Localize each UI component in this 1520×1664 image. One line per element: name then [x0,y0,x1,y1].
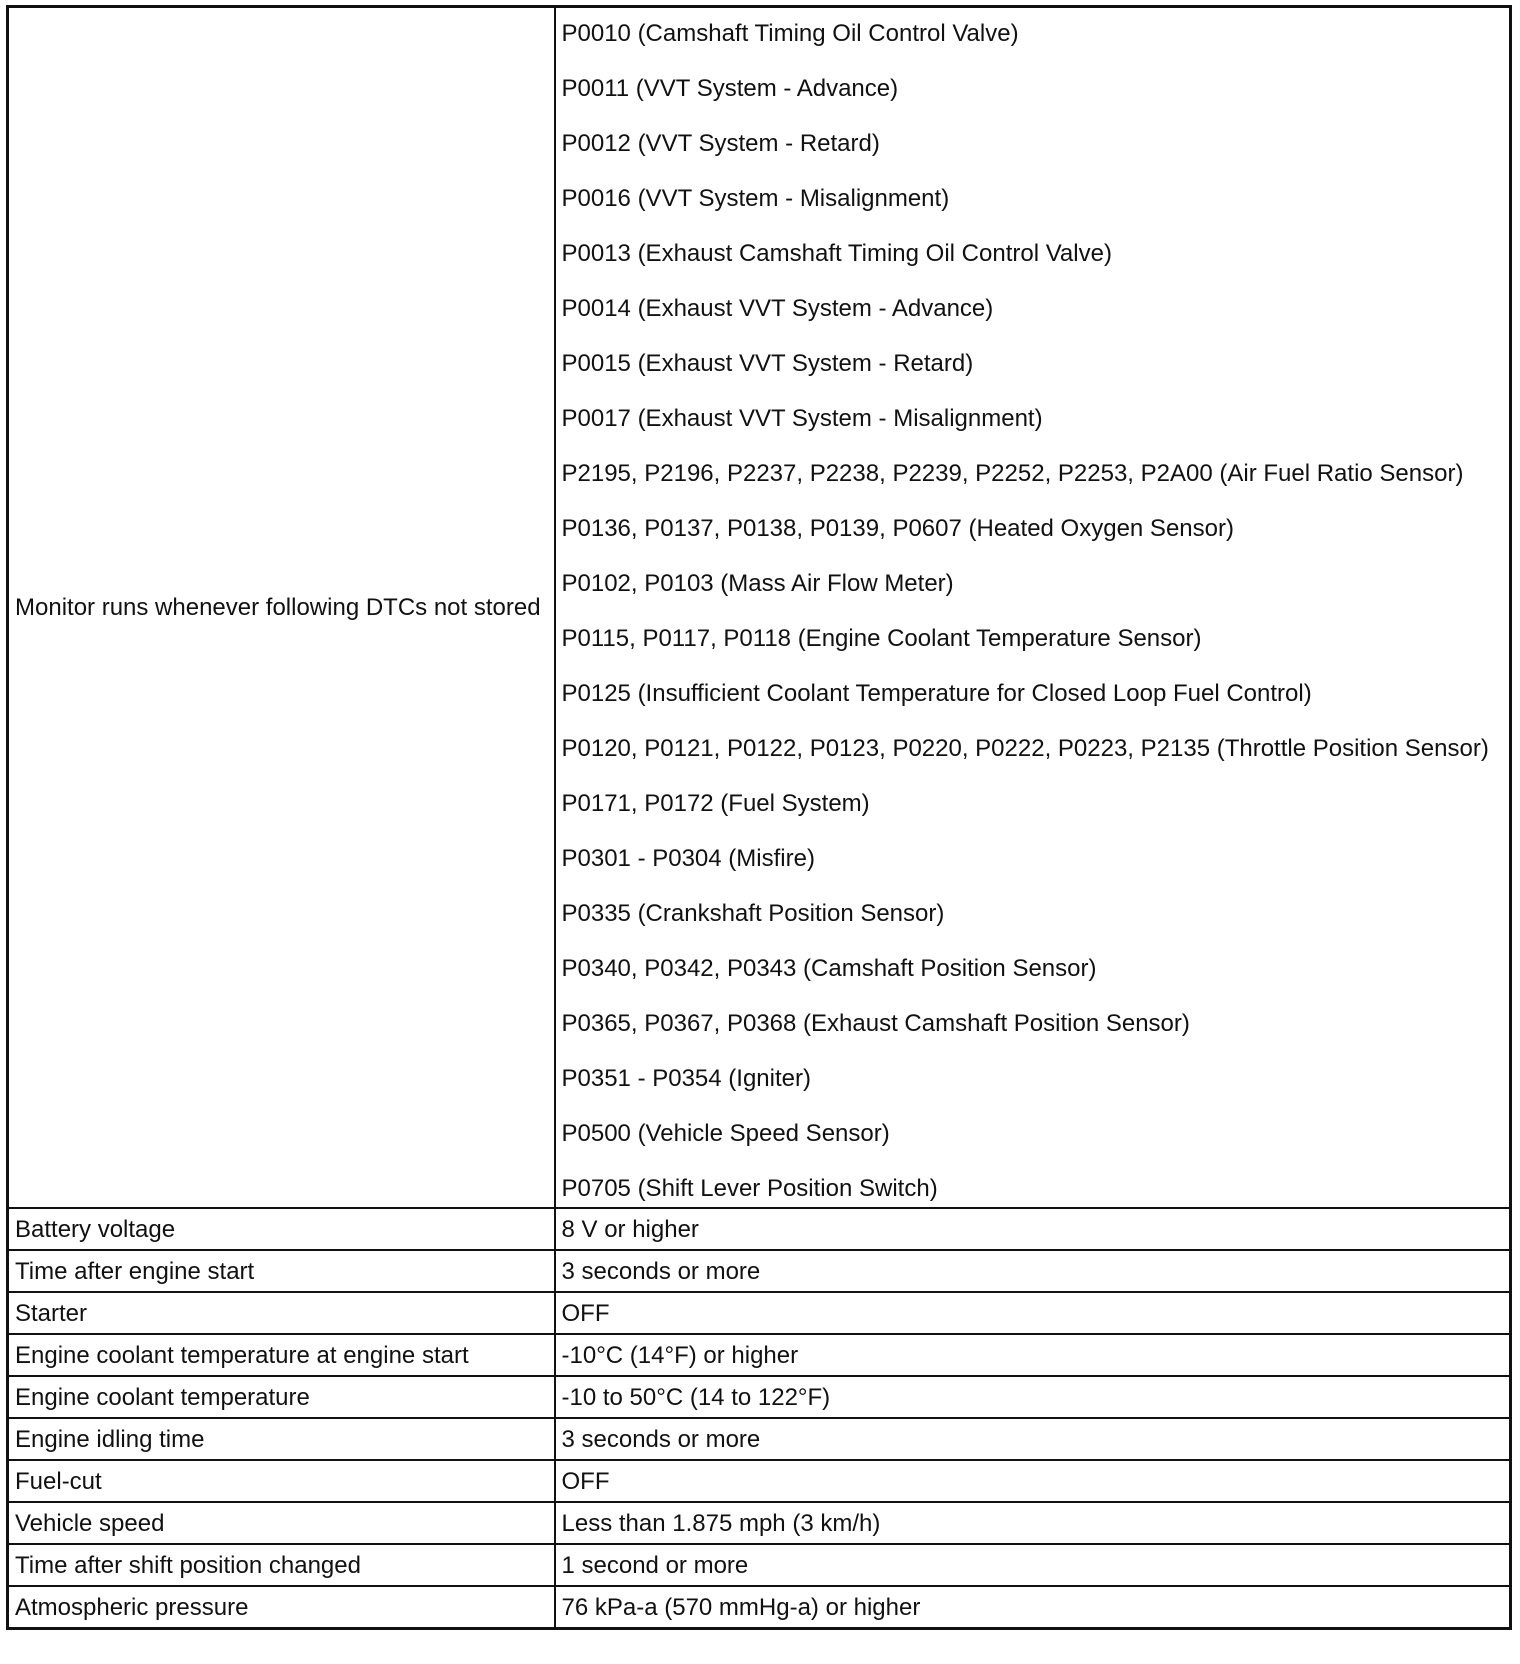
condition-row [8,1586,1511,1629]
dtc-item: P0014 (Exhaust VVT System - Advance) [561,295,994,322]
dtc-item: P0340, P0342, P0343 (Camshaft Position Sensor) [561,955,1097,982]
condition-value: Less than 1.875 mph (3 km/h) [555,1502,1511,1544]
condition-value: 3 seconds or more [555,1250,1511,1292]
condition-value: 3 seconds or more [555,1418,1511,1460]
condition-row [8,1418,1511,1460]
dtc-item: P0351 - P0354 (Igniter) [561,1065,811,1092]
condition-row [8,1208,1511,1250]
dtc-list [562,19,1504,1203]
dtc-item: P0500 (Vehicle Speed Sensor) [561,1120,890,1147]
dtc-item: P0016 (VVT System - Misalignment) [561,185,950,212]
condition-label: Atmospheric pressure [8,1586,555,1629]
condition-label: Fuel-cut [8,1460,555,1502]
condition-row [8,1376,1511,1418]
condition-value: -10 to 50°C (14 to 122°F) [555,1376,1511,1418]
dtc-item: P0013 (Exhaust Camshaft Timing Oil Control Valve) [561,240,1112,267]
condition-label: Engine coolant temperature at engine start [8,1334,555,1376]
dtc-item: P0017 (Exhaust VVT System - Misalignment) [561,405,1043,432]
dtc-item: P2195, P2196, P2237, P2238, P2239, P2252, P2253, P2A00 (Air Fuel Ratio Sensor) [561,460,1464,487]
dtc-item: P0705 (Shift Lever Position Switch) [561,1175,938,1202]
condition-row [8,1250,1511,1292]
dtc-item: P0120, P0121, P0122, P0123, P0220, P0222, P0223, P2135 (Throttle Position Sensor) [561,735,1489,762]
dtc-item: P0171, P0172 (Fuel System) [561,790,870,817]
condition-value: OFF [555,1460,1511,1502]
dtc-item: P0365, P0367, P0368 (Exhaust Camshaft Position Sensor) [561,1010,1190,1037]
condition-label: Time after shift position changed [8,1544,555,1586]
dtc-item: P0136, P0137, P0138, P0139, P0607 (Heated Oxygen Sensor) [561,515,1234,542]
monitor-label: Monitor runs whenever following DTCs not stored [8,7,555,1209]
dtc-list-cell [555,7,1511,1209]
dtc-item: P0335 (Crankshaft Position Sensor) [561,900,945,927]
condition-label: Time after engine start [8,1250,555,1292]
condition-label: Starter [8,1292,555,1334]
condition-label: Engine coolant temperature [8,1376,555,1418]
dtc-item: P0115, P0117, P0118 (Engine Coolant Temperature Sensor) [561,625,1202,652]
dtc-item: P0102, P0103 (Mass Air Flow Meter) [561,570,954,597]
condition-row [8,1292,1511,1334]
conditions-table [6,5,1512,1630]
condition-value: -10°C (14°F) or higher [555,1334,1511,1376]
dtc-item: P0012 (VVT System - Retard) [561,130,880,157]
dtc-item: P0125 (Insufficient Coolant Temperature for Closed Loop Fuel Control) [561,680,1312,707]
dtc-item: P0301 - P0304 (Misfire) [561,845,815,872]
dtc-item: P0015 (Exhaust VVT System - Retard) [561,350,974,377]
condition-row [8,1334,1511,1376]
condition-label: Engine idling time [8,1418,555,1460]
condition-row [8,1460,1511,1502]
condition-label: Vehicle speed [8,1502,555,1544]
dtc-item: P0011 (VVT System - Advance) [561,75,899,102]
condition-label: Battery voltage [8,1208,555,1250]
monitor-row [8,7,1511,1209]
condition-value: 76 kPa-a (570 mmHg-a) or higher [555,1586,1511,1629]
dtc-item: P0010 (Camshaft Timing Oil Control Valve) [561,20,1019,47]
condition-row [8,1544,1511,1586]
condition-row [8,1502,1511,1544]
condition-value: 1 second or more [555,1544,1511,1586]
condition-value: 8 V or higher [555,1208,1511,1250]
condition-value: OFF [555,1292,1511,1334]
